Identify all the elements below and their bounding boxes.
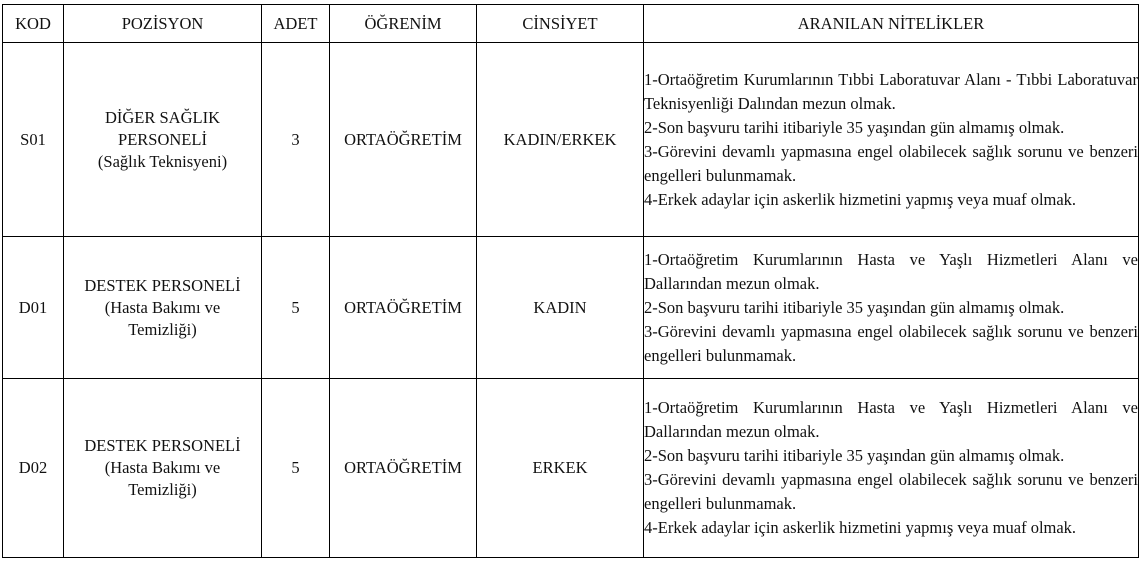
pozisyon-line: DESTEK PERSONELİ	[84, 275, 241, 295]
requirement-item: 2-Son başvuru tarihi itibariyle 35 yaşından gün almamış olmak.	[644, 117, 1065, 137]
cell-adet: 5	[262, 237, 330, 379]
cell-ogrenim: ORTAÖĞRETİM	[330, 43, 477, 237]
requirement-item: 4-Erkek adaylar için askerlik hizmetini yapmış veya muaf olmak.	[644, 189, 1077, 209]
cell-ogrenim: ORTAÖĞRETİM	[330, 379, 477, 558]
pozisyon-line: (Hasta Bakımı ve	[104, 297, 221, 317]
cell-kod: D01	[3, 237, 64, 379]
requirement-item: 3-Görevini devamlı yapmasına engel olabilecek sağlık sorunu ve benzeri engelleri bulunmamak.	[644, 470, 1138, 513]
requirement-item: 3-Görevini devamlı yapmasına engel olabilecek sağlık sorunu ve benzeri engelleri bulunmamak.	[644, 141, 1138, 185]
requirement-item: 3-Görevini devamlı yapmasına engel olabilecek sağlık sorunu ve benzeri engelleri bulunmamak.	[644, 321, 1138, 365]
pozisyon-line: (Sağlık Teknisyeni)	[97, 151, 228, 171]
requirement-item: 1-Ortaöğretim Kurumlarının Hasta ve Yaşlı Hizmetleri Alanı ve Dallarından mezun olmak.	[644, 249, 1138, 293]
cell-adet: 5	[262, 379, 330, 558]
header-pozisyon: POZİSYON	[64, 5, 262, 43]
header-ogrenim: ÖĞRENİM	[330, 5, 477, 43]
requirement-item: 4-Erkek adaylar için askerlik hizmetini yapmış veya muaf olmak.	[644, 518, 1077, 537]
cell-pozisyon	[64, 237, 262, 379]
header-kod: KOD	[3, 5, 64, 43]
pozisyon-line: Temizliği)	[128, 319, 197, 339]
cell-pozisyon	[64, 379, 262, 558]
cell-kod: D02	[3, 379, 64, 558]
requirement-item: 1-Ortaöğretim Kurumlarının Hasta ve Yaşlı Hizmetleri Alanı ve Dallarından mezun olmak.	[644, 398, 1138, 441]
cell-cinsiyet: KADIN	[477, 237, 644, 379]
cell-adet: 3	[262, 43, 330, 237]
header-nitelikler: ARANILAN NİTELİKLER	[644, 5, 1139, 43]
requirement-item: 2-Son başvuru tarihi itibariyle 35 yaşından gün almamış olmak.	[644, 446, 1065, 465]
header-cinsiyet: CİNSİYET	[477, 5, 644, 43]
cell-cinsiyet: KADIN/ERKEK	[477, 43, 644, 237]
positions-table	[2, 4, 1139, 558]
cell-nitelikler	[644, 237, 1139, 379]
pozisyon-line: (Hasta Bakımı ve	[104, 458, 221, 477]
table-row	[3, 43, 1139, 237]
cell-ogrenim: ORTAÖĞRETİM	[330, 237, 477, 379]
cell-nitelikler	[644, 43, 1139, 237]
pozisyon-line: DİĞER SAĞLIK	[104, 107, 221, 127]
cell-cinsiyet: ERKEK	[477, 379, 644, 558]
header-row	[3, 5, 1139, 43]
pozisyon-line: PERSONELİ	[118, 129, 207, 149]
requirement-item: 2-Son başvuru tarihi itibariyle 35 yaşından gün almamış olmak.	[644, 297, 1065, 317]
requirement-item: 1-Ortaöğretim Kurumlarının Tıbbi Laboratuvar Alanı - Tıbbi Laboratuvar Teknisyenliği Dalından mezun olmak.	[644, 69, 1138, 113]
cell-nitelikler	[644, 379, 1139, 558]
pozisyon-line: DESTEK PERSONELİ	[84, 436, 241, 455]
header-adet: ADET	[262, 5, 330, 43]
cell-pozisyon	[64, 43, 262, 237]
cell-kod: S01	[3, 43, 64, 237]
table-row	[3, 237, 1139, 379]
table-row	[3, 379, 1139, 558]
pozisyon-line: Temizliği)	[128, 480, 197, 499]
